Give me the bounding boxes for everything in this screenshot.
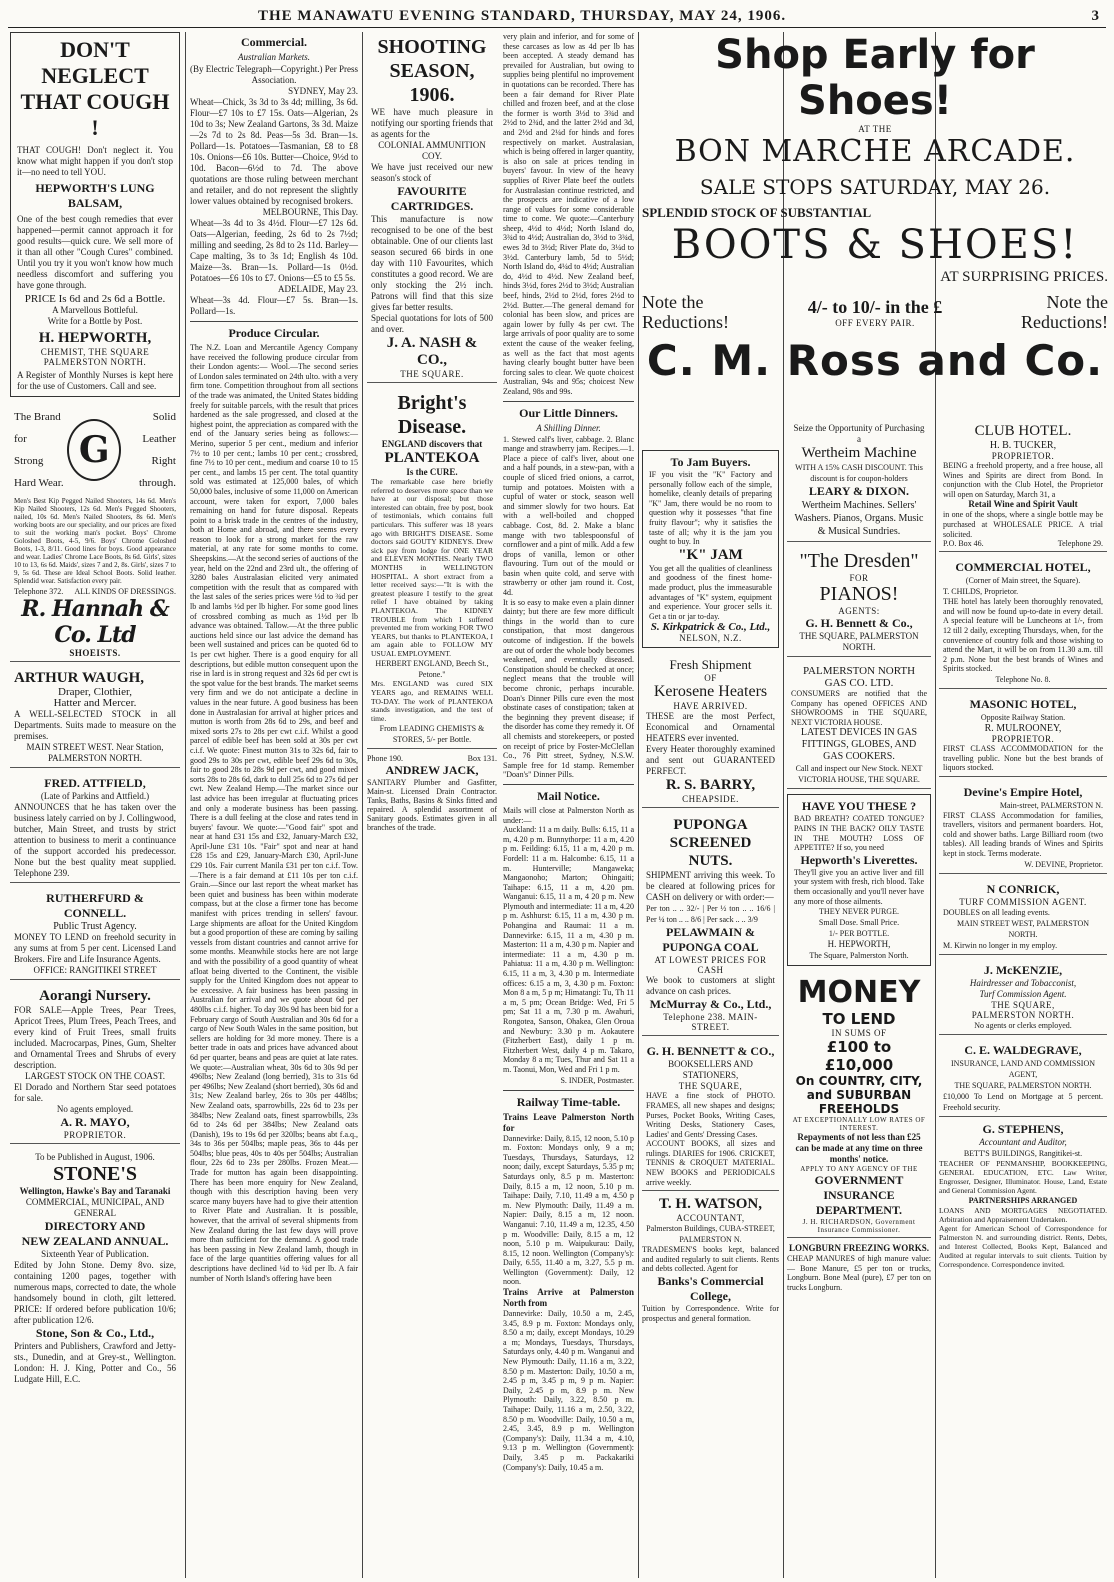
money-head1: MONEY bbox=[797, 975, 921, 1011]
rutherfurd-name: RUTHERFURD & CONNELL. bbox=[46, 891, 144, 920]
stephens-name: G. STEPHENS, bbox=[982, 1121, 1064, 1136]
waugh-trade1: Draper, Clothier, bbox=[58, 686, 132, 698]
dresden-head: "The Dresden" bbox=[799, 550, 919, 572]
kerosene-addr: CHEAPSIDE. bbox=[682, 794, 739, 805]
hannah-right-3: Right through. bbox=[139, 455, 176, 489]
rutherfurd-ad bbox=[10, 888, 180, 980]
waldegrave-trade: INSURANCE, LAND AND COMMISSION AGENT, bbox=[950, 1058, 1095, 1079]
longburn-head: LONGBURN FREEZING WORKS. bbox=[788, 1243, 930, 1254]
commercial-section bbox=[190, 35, 358, 317]
jack-name: ANDREW JACK, bbox=[385, 763, 479, 778]
commercial-hotel-tel: Telephone No. 8. bbox=[995, 674, 1051, 684]
dresden-for: FOR bbox=[849, 573, 869, 583]
shooting-addr: THE SQUARE. bbox=[400, 369, 464, 379]
waldegrave-body: £10,000 To Lend on Mortgage at 5 percent. Freehold security. bbox=[943, 1091, 1103, 1112]
commercial-head: Commercial. bbox=[240, 35, 308, 49]
devine-body: FIRST CLASS Accommodation for families, travellers, visitors and permanent boarders. Hot, cold and shower baths. Large Billiard room (two tables). All leading brands of Wines and Spirits kept in stock. Terms moderate. bbox=[943, 810, 1103, 859]
hannah-logo: R. Hannah & Co. Ltd bbox=[21, 596, 169, 648]
stones-body: Edited by John Stone. Demy 8vo. size, containing 1200 pages, together with numerous maps, corrected to date, the whole handsomely bound in cloth, gilt lettered. PRICE: If ordered before publication 10/6; after publication 12/6. bbox=[14, 1260, 176, 1325]
watson-ad bbox=[642, 1196, 779, 1323]
money-body: Repayments of not less than £25 can be made at any time on three months' notice. bbox=[795, 1132, 923, 1165]
bonmarche-line5: BOOTS & SHOES! bbox=[671, 222, 1079, 268]
waugh-body: A WELL-SELECTED STOCK in all Departments. Suits made to measure on the premises. bbox=[14, 709, 176, 741]
hannah-right-2: Leather bbox=[142, 433, 176, 445]
jam-addr: NELSON, N.Z. bbox=[679, 633, 742, 644]
masonic-sub: Opposite Railway Station. bbox=[980, 712, 1066, 722]
hannah-right-1: Solid bbox=[152, 411, 176, 423]
dinners-body: 1. Stewed calf's liver, cabbage. 2. Blanc mange and strawberry jam. Recipes.—1. Place a piece of calf's liver, about one and a half pounds, in a stew-pan, with a couple of sliced fried onions, a carrot, turnip and potatoes. Moisten with a cupful of water or stock, season well and simmer slowly for two hours. Eat with a well-boiled and chopped cabbage. Cost, 8d. 2. Make a blanc mange with two tablespoonsful of cornflower and a pint of milk. Add a few drops of vanilla, lemon or other flavouring. Turn out of the mould or basin when quite cold, and serve with strawberry or other jam round it. Cost, 4d. bbox=[503, 434, 634, 598]
money-sums: IN SUMS OF bbox=[831, 1028, 887, 1039]
liverettes-body: BAD BREATH? COATED TONGUE? PAINS IN THE BACK? OILY TASTE IN THE MOUTH? LOSS OF APPETITE? If so, you need bbox=[794, 814, 924, 853]
commercial-hotel-body: THE hotel has lately been thoroughly renovated, and will now be found up-to-date in every detail. A special feature will be Luncheons at 1/-, from 12 till 2 daily, excepting Thursdays, when, for the convenience of country folk and those wishing to attend the Mart, it will be on from 11.30 a.m. till 2 p.m. None but the best brands of Wines and Spirits stocked. bbox=[943, 597, 1103, 674]
dinners-body2: It is so easy to make even a plain dinner dainty; but there are few more difficult things in the world than to cure constipation, that most dangerous outcome of indigestion. If the bowels are out of order the whole body becomes weakened, and eventually diseased. Constipation should be checked at once; neglect means that the trouble will become chronic, perhaps incurable. Doan's Dinner Pills cure even the most obstinate cases of constipation; taken at the beginning they prevent disease; if the disorder has come they remedy it. Of all chemists and storekeepers, or posted on receipt of price by Foster-McClellan Co., 76 Pitt street, Sydney, N.S.W. Sample free for 1d stamp. Remember "Doan's" Dinner Pills. bbox=[503, 597, 634, 780]
stephens-partner: PARTNERSHIPS ARRANGED bbox=[968, 1195, 1078, 1205]
mckenzie-note: No agents or clerks employed. bbox=[974, 1020, 1072, 1030]
jack-phone: Phone 190. bbox=[367, 754, 403, 764]
mckenzie-addr2: PALMERSTON NORTH. bbox=[971, 1009, 1075, 1020]
mckenzie-name: J. McKENZIE, bbox=[983, 962, 1063, 977]
hannah-logo-sub: SHOEISTS. bbox=[69, 648, 121, 658]
rutherfurd-body: MONEY TO LEND on freehold security in any sums at from 5 per cent. Licensed Land Brokers. Fire and Life Insurance Agents. bbox=[14, 932, 176, 964]
stones-pub: To be Published in August, 1906. bbox=[35, 1152, 155, 1162]
shooting-firm: J. A. NASH & CO., bbox=[386, 335, 478, 368]
watson-body: TRADESMEN'S books kept, balanced and audited regularly to suit clients. Rents and debts collected. Agent for bbox=[642, 1245, 779, 1274]
liverettes-addr: The Square, Palmerston North. bbox=[809, 951, 909, 961]
club-tel: Telephone 29. bbox=[1057, 539, 1103, 549]
watson-title: ACCOUNTANT, bbox=[676, 1213, 745, 1224]
brights-sig: HERBERT ENGLAND, Beech St., Petone." bbox=[375, 659, 489, 680]
jack-body: SANITARY Plumber and Gasfitter, Main-st. Licensed Drain Contractor. Tanks, Baths, Basins & Sinks fitted and repaired. A splendid assortment of Sanitary goods. Estimates given in all branches of the trade. bbox=[367, 778, 497, 833]
devine-addr: Main-street, PALMERSTON N. bbox=[999, 800, 1103, 810]
kerosene-head1: Fresh Shipment bbox=[669, 657, 752, 673]
bennett-books-name: G. H. BENNETT & CO., bbox=[646, 1044, 775, 1059]
attfield-body: ANNOUNCES that he has taken over the business lately carried on by J. Collingwood, butcher, Main Street, and trusts by strict attention to business to merit a continuance of the support accorded his predecessor. None but the best quality meat supplied. Telephone 239. bbox=[14, 802, 176, 878]
aorangi-potatoes: El Dorado and Northern Star seed potatoes for sale. bbox=[14, 1082, 176, 1103]
watson-name: T. H. WATSON, bbox=[659, 1196, 762, 1213]
stones-line1: Wellington, Hawke's Bay and Taranaki bbox=[19, 1186, 171, 1196]
shooting-ad bbox=[367, 32, 497, 383]
gas-ad bbox=[787, 662, 931, 789]
mckenzie-trade2: Turf Commission Agent. bbox=[979, 988, 1067, 999]
produce-section bbox=[190, 326, 358, 1283]
masonic-hotel-ad bbox=[939, 694, 1107, 777]
bonmarche-line3: SALE STOPS SATURDAY, MAY 26. bbox=[699, 175, 1051, 199]
stephens-body: TEACHER OF PENMANSHIP, BOOKKEEPING, GENERAL EDUCATION, ETC. Law Writer, Engrosser, Designer, Illuminator. House, Land, Estate and General Commission Agent. bbox=[939, 1158, 1107, 1195]
club-box: P.O. Box 46. bbox=[943, 539, 984, 549]
column-1 bbox=[10, 32, 180, 1578]
attfield-ad bbox=[10, 773, 180, 883]
aorangi-stock: LARGEST STOCK ON THE COAST. bbox=[24, 1071, 166, 1081]
mail-head: Mail Notice. bbox=[537, 788, 600, 803]
aorangi-name: Aorangi Nursery. bbox=[39, 988, 151, 1004]
cough-price: PRICE Is 6d and 2s 6d a Bottle. bbox=[24, 293, 166, 305]
aorangi-ad bbox=[10, 985, 180, 1144]
club-name: CLUB HOTEL. bbox=[974, 423, 1072, 439]
masthead bbox=[8, 6, 1106, 28]
produce-text: The N.Z. Loan and Mercantile Agency Company have received the following produce circular from their London agents:— Wool.—The second series of London sales terminated on 24th ulto. with a very firm tone. Competition throughout from all sections of the trade was animated, the United States bidding freely for suitable parcels, with the result that prices hardened as the sale progressed, and closed at the highest point, the appreciation as compared with the end of the January series being as follows:—Merino, superior 5 per cent., medium and inferior 7½ to 10 per cent.; lambs 10 per cent.; crossbred, fine 7½ to 10 per cent., medium and coarse 10 to 15 per cent., and lambs 15 per cent. The total quantity sold was estimated at 125,000 bales, of which 50,000 bales, inclusive of some 11,000 on American account, were taken for export, 7,000 bales remaining on hand for future disposal. Repeats point to a brisk trade in the centres of the industry, both at Home and abroad, and there seems every reason to look for a strong market for the raw material, at any rate for some months to come. Sheepskins.—At the second series of auctions of the year, held on the 22nd and 23rd ult., the offering of 3280 bales Australasian elicited very animated competition with the result that as compared with the last sales of the series prices were ½d to ¾d per lb and lambs ½d per lb higher. For some good lines of crossbred combing as much as 1½d per lb advance was obtained. Tallow.—At the three public auctions held since our last advice the demand has been well sustained and prices can be quoted 6d to 1s per cwt higher. There is a good enquiry for all descriptions, but edible mutton consequent upon the rise in lard is in strong request and 32s 6d per cwt is the spot value for the best brands. The market seems very firm and we do not anticipate a decline in values in the near future. A good business has been done in Australasian for arrival at higher prices and mutton is worth from 28s 6d to 29s, and beef and mixed sorts 27s to 28s per cwt c.i.f. Whilst a good parcel of edible beef has been sold at 30s per cwt c.i.f. We quote: Finest mutton 31s to 32s 6d, fair to good 29s to 30s per cwt, edible beef 29s 6d to 30s, fair to good 28s to 28s 9d per cwt, and good mixed sorts 28s to 28s 6d, dark to dull 25s 6d to 27s 6d per cwt. New Zealand Hemp.—The market since our last advice has been irregular at fluctuating prices and only a moderate business has been passing. There is a dull feeling at the close and rates tend in buyers' favour. We quote:—"Good fair" spot and near at hand £31 15s and £32, January-March £32, April-June £31 10s. "Fair" spot and near at hand £28 15s and £29, January-March £30, April-June £29 10s. Fair current Manila £31 per ton c.i.f. Tow.—There is a fair demand at £11 10s per ton c.i.f. Grain.—Since our last report the wheat market has been quiet and business has been within moderate compass, but at the close a firmer tone has become manifest with prices trending in sellers' favour. Large shipments are afloat for the United Kingdom but a good proportion of these are coming by sailing vessels from distant countries and cannot arrive for some months. Meanwhile stocks here are not large and with the possibility of a good quantity of wheat afloat being diverted to the Continent, the visible supply for the United Kingdom does not appear to be excessive. A fair business has been passing in Australian for arrival and we quote about 6d per 480lbs c.i.f. higher. To day 30s 9d has been bid for a February cargo of South Australian and 30s 6d for a cargo of New South Wales in the same position, but sellers are holding for 3d more money. There is a better trade in oats and prices have advanced about 6d per quarter, beans and peas are quiet at late rates. We quote:—Australian wheat, 30s 6d to 30s 9d per 496lbs; New Zealand (long berried), 31s to 31s 6d per 496lbs; New Zealand (short berried), 30s 6d and 31s; New Zealand barley, 26s to 30s per 448lbs; New Zealand oats, sparrowbills, 22s 6d to 23s per 384lbs; New Zealand oats, finest sparrowbills, 23s 6d to 24s 6d per 384lbs; New Zealand oats (Danish), 19s to 19s 6d per 320lbs; beans abt f.a.q., 34s to 36s per 504lbs; maple peas, 36s to 44s per 504lbs; blue peas, 40s to 40s per 504lbs; Australian flour, 22s 6d to 23s per 280lbs. Frozen Meat.—Trade for mutton has again been disappointing. There has been more enquiry for New Zealand, though with this description having been very scarce many buyers have had to give their attention to River Plate and Australian. It is possible, however, that the arrival of several shipments from New Zealand during the last few days will prove more than sufficient for the demand. A good trade has been passing in New Zealand lamb, though in face of the large quantities offering values for all descriptions have declined ¼d to ¼d per lb. A fair number of North Island's offering have been bbox=[190, 343, 358, 1283]
rutherfurd-sub: Public Trust Agency. bbox=[53, 921, 137, 932]
devine-owner: W. DEVINE, Proprietor. bbox=[1024, 859, 1103, 869]
puponga-addr: Telephone 238. MAIN-STREET. bbox=[663, 1012, 758, 1033]
column-3-left bbox=[367, 32, 497, 1472]
devine-hotel-ad bbox=[939, 782, 1107, 874]
gas-body: CONSUMERS are notified that the Company has opened OFFICES AND SHOWROOMS in THE SQUARE, NEXT VICTORIA HOUSE. bbox=[791, 689, 927, 727]
commercial-text2: Wheat—3s 4d to 3s 4½d. Flour—£7 12s 6d. Oats—Algerian, feeding, 2s 6d to 2s 7½d; milling and seeding, 2s 8d to 2s 11d. Barley—Cape malting, 3s to 3s 1d; English 4s 10d. Maize—3s. Bran—1s. Pollard—1s 0½d. Potatoes—£6 10s to £7. Onions—£5 to £5 5s. bbox=[190, 218, 358, 283]
kerosene-firm: R. S. BARRY, bbox=[665, 777, 756, 794]
longburn-ad bbox=[787, 1243, 931, 1292]
liverettes-purge: THEY NEVER PURGE. bbox=[819, 907, 899, 917]
dresden-product: PIANOS! bbox=[819, 583, 899, 605]
bonmarche-line2: BON MARCHE ARCADE. bbox=[674, 134, 1076, 169]
mail-sig: S. INDER, Postmaster. bbox=[560, 1075, 634, 1085]
conrick-title: TURF COMMISSION AGENT. bbox=[959, 896, 1087, 907]
market-continued: very plain and inferior, and for some of these carcases as low as 4d per lb has been accepted. A steady demand has prevailed for Australian, but owing to supplies being plentiful no improvement in quotations can be recorded. There has been a fair demand for River Plate chilled and frozen beef, and at the close the former is worth 3½d to 3¾d and 2½d to 2¾d, and the latter 2½d and 3d, and 2½d and 2¼d for hinds and fores respectively on market. Australasian, which is being offered in larger quantity, is also on sale at prices tending in buyers' favour. In view of the heavy supplies of River Plate beef the outlets for Australasian continue restricted, and the prospects are indicative of a low range of values for some considerable time to come. We quote:—Canterbury sheep, 4½d to 4½d; North Island do, 3¾d to 4½d; Australian do, 3½d to 3¾d, ewes 3d to 3½d; River Plate do, 3¼d to 3½d. Canterbury lamb, 5d to 5½d; North Island do, 4¼d to 4½d; Australian do, 4½d to 4½d. New Zealand beef, hinds 3½d, fores 2½d to 3½d; Australian beef, hinds, 2½d to 2½d, fores 2½d to 2½d. Butter.—The general demand for colonial has been slow, and prices are again lower by fully 4s per cwt. The large arrivals of poor quality are to some extent the cause of the weaker feeling, as well as the fact that most agents having clearly bought butter have been forcing sales to clear. We quote choicest Australian, 94s and 95s; choicest New Zealand, 98s and 99s. bbox=[503, 32, 634, 396]
money-dept: GOVERNMENT INSURANCE DEPARTMENT. bbox=[814, 1173, 904, 1218]
column-4 bbox=[642, 450, 779, 1578]
shooting-body3: This manufacture is now recognised to be one of the best obtainable. One of our clients last season secured 66 birds in one day with 110 Favourites, which constitutes a good record. We are only stocking the 2½ inch. Patrons will find that this size gives far better results. bbox=[371, 214, 493, 312]
stones-name: STONE'S bbox=[52, 1163, 138, 1185]
bennett-books-body2: ACCOUNT BOOKS, all sizes and rulings. DIARIES for 1906. CRICKET, TENNIS & CROQUET MATERIAL. NEW BOOKS and PERIODICALS arrive weekly. bbox=[646, 1139, 775, 1187]
cough-addr2: PALMERSTON NORTH. bbox=[43, 357, 147, 367]
brights-head: Bright's Disease. bbox=[397, 392, 467, 438]
bonmarche-line4: SPLENDID STOCK OF SUBSTANTIAL bbox=[642, 205, 872, 220]
club-owner: H. B. TUCKER, bbox=[989, 440, 1057, 451]
column-rule bbox=[638, 32, 639, 1578]
dresden-firm: G. H. Bennett & Co., bbox=[805, 616, 913, 630]
bonmarche-note-left: Note the Reductions! bbox=[642, 292, 729, 332]
bonmarche-line6: AT SURPRISING PRICES. bbox=[940, 269, 1108, 285]
mail-intro: Mails will close at Palmerston North as under:— bbox=[503, 805, 634, 825]
cough-addr1: CHEMIST, THE SQUARE bbox=[40, 347, 150, 357]
waldegrave-addr: THE SQUARE, PALMERSTON NORTH. bbox=[954, 1080, 1092, 1090]
commercial-hotel-name: COMMERCIAL HOTEL, bbox=[955, 560, 1091, 575]
brights-from: From LEADING CHEMISTS & STORES, 5/- per Bottle. bbox=[379, 724, 485, 745]
masonic-body: FIRST CLASS ACCOMMODATION for the travelling public. None but the best brands of liquors stocked. bbox=[943, 743, 1103, 773]
liverettes-body2: They'll give you an active liver and fill your system with fresh, rich blood. Take them occasionally and you'll never have any more of those ailments. bbox=[794, 867, 924, 906]
money-head2: TO LEND bbox=[822, 1010, 896, 1029]
column-3 bbox=[367, 32, 634, 1578]
kerosene-body2: Every Heater thoroughly examined and sent out GUARANTEED PERFECT. bbox=[646, 744, 775, 777]
waugh-addr: MAIN STREET WEST. Near Station, PALMERSTON NORTH. bbox=[26, 742, 164, 763]
jam-brand: "K" JAM bbox=[678, 546, 743, 563]
commercial-wire: (By Electric Telegraph—Copyright.) Per Press Association. bbox=[190, 64, 358, 85]
commercial-text1: Wheat—Chick, 3s 3d to 3s 4d; milling, 3s 6d. Flour—£7 10s to £7 15s. Oats—Algerian, 2s 10d to 3s; New Zealand Gartons, 3s 3d. Maize—2s 7d to 2s 8d. Peas—5s 3d. Bran—1s. Pollard—1s. Potatoes—Tasmanian, £8 to £8 10s. Onions—£6 10s. Butter—Choice, 9½d to 10d. Bacon—6½d to 7d. The above quotations are those ruling between merchant and retailer, and do not represent the slightly lower values obtained by recognised brokers. bbox=[190, 97, 358, 206]
bonmarche-off: OFF EVERY PAIR. bbox=[835, 317, 915, 328]
stephens-trade: Accountant and Auditor, bbox=[979, 1136, 1067, 1147]
watson-addr: Palmerston Buildings, CUBA-STREET, PALMERSTON N. bbox=[646, 1224, 775, 1245]
bonmarche-note-right: Note the Reductions! bbox=[1021, 292, 1108, 332]
stones-firm: Stone, Son & Co., Ltd., bbox=[35, 1326, 155, 1340]
shooting-agent: COLONIAL AMMUNITION COY. bbox=[378, 140, 486, 161]
jam-head: To Jam Buyers. bbox=[670, 455, 751, 469]
waugh-trade2: Hatter and Mercer. bbox=[53, 697, 137, 709]
cough-body: One of the best cough remedies that ever happened—permit cannot approach it for good results—quick cure. We sell more of it than all other "Cough Cures" combined. Until you try it you won't know how much needless discomfort and suffering you have gone through. bbox=[17, 214, 173, 290]
stephens-body2: LOANS AND MORTGAGES NEGOTIATED. Arbitration and Appraisement Undertaken. bbox=[939, 1205, 1107, 1224]
railway-leave-head: Trains Leave Palmerston North for bbox=[503, 1111, 634, 1133]
wertheim-ad bbox=[787, 420, 931, 542]
longburn-body: CHEAP MANURES of high manure value:— Bone Manure, £5 per ton or trucks, Longburn. Bone Meal (pure), £7 per ton on trucks Longburn. bbox=[787, 1254, 931, 1292]
liverettes-ad bbox=[787, 794, 931, 966]
brights-ad bbox=[367, 388, 497, 749]
dinners-sub: A Shilling Dinner. bbox=[536, 422, 601, 433]
kerosene-of: OF bbox=[704, 673, 717, 684]
conrick-name: N CONRICK, bbox=[986, 881, 1060, 896]
jam-firm: S. Kirkpatrick & Co., Ltd., bbox=[650, 621, 771, 634]
waldegrave-name: C. E. WALDEGRAVE, bbox=[964, 1042, 1082, 1057]
liverettes-price: 1/- PER BOTTLE. bbox=[828, 929, 890, 939]
bonmarche-line1: Shop Early for Shoes! bbox=[715, 32, 1035, 124]
shooting-body2: We have just received our new season's stock of bbox=[371, 162, 493, 183]
puponga-ad bbox=[642, 813, 779, 1036]
kerosene-sub: HAVE ARRIVED. bbox=[673, 701, 748, 712]
cough-headline: DON'T NEGLECT THAT COUGH ! bbox=[20, 37, 170, 140]
stones-line2: COMMERCIAL, MUNICIPAL, AND GENERAL bbox=[25, 1197, 165, 1218]
liverettes-name: H. HEPWORTH, bbox=[827, 939, 891, 950]
puponga-firm: McMurray & Co., Ltd., bbox=[649, 997, 772, 1012]
commercial-hotel-ad bbox=[939, 557, 1107, 689]
stones-line4: NEW ZEALAND ANNUAL. bbox=[21, 1234, 169, 1248]
good-wear-seal-icon: G bbox=[67, 419, 121, 481]
conrick-note: M. Kirwin no longer in my employ. bbox=[943, 940, 1058, 950]
mail-body: Auckland: 11 a m daily. Bulls: 6.15, 11 a m, 4.20 p m. Bunnythorpe: 11 a m, 4.20 p m. Feilding: 6.15, 11 a m, 4.20 p m. Fordell: 11 a m. Halcombe: 6.15, 11 a m. Hunterville; Mangaweka; Mangaonoho; Marton; Ohingaiti; Taihape: 6.15, 11 a m, 4.20 pm. Wanganui: 6.15, 11 a m, 4 20 p m. New Plymouth and intermediate: 11 a m, 4.20 p m. Ashhurst: 6.15, 11 a m, 4.30 p m. Pohangina and Raumai: 11 a m. Dannevirke: 6.15, 11 a m, 4.30 p m. Masterton: 11 a m, 4.30 p m. Napier and intermediate: 11 a m, 4.30 p m. Pahiatua: 11 a m, 4.30 p m. Wellington: 6.15, 11 a m, 3, 4.30 p m. Intermediate offices: 6.15 a m, 3, 4.30 p m. Foxton: Mon 8 a m, 5 p m; Himatangi: Tu, Th 11 a m, 5 pm; Ocean Bridge: Wed, Fri 5 pm; Sat 11 a m, 7.30 p m. Awahuri, Rongotea, Sanson, Ohakea, Glen Oroua and Newbury: 3.30 p m. Aokautere (Fitzherbert East), daily 1 p m. Fitzherbert West, daily 4 p m. Takaro, Monday 8 a m; Tues, Thur and Sat 11 a m. Taonui, Mon, Wed and Fri 1 p m. bbox=[503, 825, 634, 1074]
club-title: PROPRIETOR. bbox=[991, 451, 1055, 461]
stephens-ad bbox=[939, 1122, 1107, 1269]
conrick-body: DOUBLES on all leading events. bbox=[943, 907, 1050, 917]
masonic-title: PROPRIETOR. bbox=[991, 733, 1055, 744]
commercial-hotel-sub: (Corner of Main street, the Square). bbox=[965, 576, 1081, 586]
jack-ad bbox=[367, 754, 497, 832]
puponga-line: PELAWMAIN & PUPONGA COAL bbox=[662, 925, 759, 955]
wertheim-firm: LEARY & DIXON. bbox=[808, 484, 910, 498]
railway-leave: Dannevirke: Daily, 8.15, 12 noon, 5.10 p m. Foxton: Mondays only, 9 a m; Tuesdays, Thursdays, Saturdays, 12 noon; daily, except Saturdays, 5.35 p m; Saturdays only, 8.5 p m. Masterton: Daily, 8.15 a m, 12 noon, 5.10 p m. Taihape: Daily, 7.10, 11.49 a m, 4.50 p m. New Plymouth: Daily, 11.49 a m. Napier: Daily, 8.15 a m, 12 noon. Wanganui: 7.10, 11.49 a m, 12.35, 4.50 p m. Woodville: Daily, 8.15 a m, 12 noon, 5.10 p m. Waipukurau: Daily, 8.15, 12 noon. Wellington (Company's): Daily, 6.55, 11.40 a m, 3.27, 5.5 p m. Wellington (Government): Daily, 12 noon. bbox=[503, 1133, 634, 1287]
stephens-body3: Agent for American School of Correspondence for Palmerston N. and surrounding district. Rents, Debts, and Interest Collected, Books Kept, Balanced and Audited at regular intervals to suit clients. Tuition by Correspondence. Correspondence invited. bbox=[939, 1223, 1107, 1269]
money-rates: AT EXCEPTIONALLY LOW RATES OF INTEREST. bbox=[792, 1116, 926, 1133]
commercial-sub: Australian Markets. bbox=[238, 52, 310, 62]
liverettes-dose: Small Dose. Small Price. bbox=[818, 918, 900, 928]
railway-arrive-head: Trains Arrive at Palmerston North from bbox=[503, 1287, 634, 1309]
rutherfurd-addr: OFFICE: RANGITIKEI STREET bbox=[33, 965, 157, 975]
cough-intro: THAT COUGH! Don't neglect it. You know what might happen if you don't stop it—no need to tell YOU. bbox=[17, 145, 173, 177]
puponga-body: SHIPMENT arriving this week. To be cleared at following prices for CASH on delivery or with order:— bbox=[646, 870, 775, 903]
money-amount: £100 to £10,000 bbox=[824, 1038, 894, 1075]
puponga-line2: AT LOWEST PRICES FOR CASH bbox=[654, 955, 767, 976]
wertheim-head: Seize the Opportunity of Purchasing a bbox=[793, 423, 925, 444]
attfield-sub: (Late of Parkins and Attfield.) bbox=[40, 791, 150, 801]
brights-product: PLANTEKOA bbox=[384, 450, 480, 466]
commercial-adelaide: ADELAIDE, May 23. bbox=[278, 284, 358, 294]
hannah-ad bbox=[10, 403, 180, 662]
watson-body2: Tuition by Correspondence. Write for prospectus and general formation. bbox=[642, 1304, 779, 1323]
kerosene-head2: Kerosene Heaters bbox=[653, 683, 768, 701]
club-store: Retail Wine and Spirit Vault bbox=[968, 499, 1078, 510]
commercial-text3: Wheat—3s 4d. Flour—£7 5s. Bran—1s. Pollard—1s. bbox=[190, 295, 358, 316]
brights-sub: ENGLAND discovers that bbox=[381, 439, 483, 449]
stones-line3: DIRECTORY AND bbox=[44, 1219, 146, 1233]
hannah-left-3: Hard Wear. bbox=[14, 477, 64, 489]
aorangi-agents: No agents employed. bbox=[56, 1104, 134, 1114]
railway-arrive: Dannevirke: Daily, 10.50 a m, 2.45, 3.45, 8.9 p m. Foxton: Mondays only, 8.50 a m; daily, except Mondays, 10.29 a m; Mondays, Tuesdays, Thursdays, Saturdays only, 4.40 p m. Wanganui and New Plymouth: Daily, 11.16 a m, 3.22, 8.50 p m. Masterton: Daily, 10.50 a m, 2.45 p m, 3.45 p m, 9 p m. Napier: Daily, 2.45 p m, 8.9 p m. New Plymouth: Daily, 3.22, 8.50 p m. Taihape: Daily, 11.16 a m, 2.50, 3.22, 8.50 p m. Woodville: Daily, 10.50 a m, 2.45, 3.45, 8.9 p m. Wellington (Company's): Daily, 11.34 a m, 4.10, 9.13 p m. Wellington (Government): Daily, 3.45 p m. Packakariki (Company's): Daily, 10.45 a m. bbox=[503, 1309, 634, 1472]
attfield-name: FRED. ATTFIELD, bbox=[44, 776, 146, 790]
brights-tag: Is the CURE. bbox=[406, 467, 458, 477]
bennett-books-ad bbox=[642, 1041, 779, 1191]
hepworth-cough-ad bbox=[10, 32, 180, 397]
cough-product: HEPWORTH'S LUNG BALSAM, bbox=[35, 181, 155, 210]
hannah-dressings: ALL KINDS OF DRESSINGS. bbox=[74, 587, 176, 596]
club-hotel-ad bbox=[939, 420, 1107, 552]
waugh-ad bbox=[10, 667, 180, 768]
club-body2: in one of the shops, where a single bottle may be purchased at WHOLESALE PRICE. A trial solicited. bbox=[943, 510, 1103, 539]
stephens-addr: BETT'S BUILDINGS, Rangitikei-st. bbox=[963, 1148, 1083, 1158]
masonic-owner: R. MULROONEY, bbox=[984, 722, 1062, 734]
mckenzie-trade: Hairdresser and Tobacconist, bbox=[969, 977, 1077, 988]
shooting-head: SHOOTING SEASON, 1906. bbox=[377, 36, 487, 106]
bon-marche-ad bbox=[642, 32, 1108, 412]
hannah-right bbox=[121, 406, 176, 494]
mckenzie-addr: THE SQUARE, bbox=[991, 999, 1055, 1010]
gas-head: PALMERSTON NORTH GAS CO. LTD. bbox=[802, 665, 916, 689]
masthead-title: THE MANAWATU EVENING STANDARD, THURSDAY, MAY 24, 1906. bbox=[258, 8, 787, 24]
stones-year: Sixteenth Year of Publication. bbox=[41, 1249, 149, 1259]
money-on: On COUNTRY, CITY, and SUBURBAN FREEHOLDS bbox=[795, 1074, 923, 1117]
gas-body2: Call and inspect our New Stock. NEXT VICTORIA HOUSE, THE SQUARE. bbox=[795, 764, 923, 785]
shooting-body: WE have much pleasure in notifying our sporting friends that as agents for the bbox=[371, 107, 493, 139]
commercial-hotel-owner: T. CHILDS, Proprietor. bbox=[943, 587, 1019, 597]
wertheim-body: WITH A 15% CASH DISCOUNT. This discount is for coupon-holders bbox=[795, 463, 923, 483]
commercial-melbourne: MELBOURNE, This Day. bbox=[262, 207, 358, 217]
dresden-ad bbox=[787, 547, 931, 657]
column-rule bbox=[185, 32, 186, 1578]
wertheim-product: Wertheim Machine bbox=[801, 445, 917, 461]
bennett-books-body: HAVE a fine stock of PHOTO. FRAMES, all new shapes and designs; Purses, Pocket Books, Writing Cases, Writing Desks, Stationery Cases, Ladies' and Gents' Dressing Cases. bbox=[646, 1091, 775, 1139]
hannah-left-2: Strong bbox=[14, 455, 44, 467]
cough-tag1: A Marvellous Bottleful. bbox=[52, 305, 138, 315]
dinners-head: Our Little Dinners. bbox=[519, 405, 618, 420]
kerosene-ad bbox=[642, 654, 779, 808]
puponga-body2: We book to customers at slight advance on cash prices. bbox=[646, 975, 775, 997]
produce-head: Produce Circular. bbox=[228, 326, 320, 340]
watson-college: Banks's Commercial College, bbox=[657, 1274, 764, 1304]
bennett-books-addr: THE SQUARE, bbox=[678, 1081, 743, 1092]
aorangi-owner: A. R. MAYO, bbox=[60, 1115, 130, 1129]
jam-body: IF you visit the "K" Factory and personally follow each of the simple, homelike, cleanly details of preparing "K" Jam, there would be no room to question why it possesses "that fine fruity flavour"; why it satisfies the taste of all; why it is the jam you ought to buy. In bbox=[649, 470, 772, 547]
stones-ad bbox=[10, 1149, 180, 1388]
column-5 bbox=[787, 420, 931, 1578]
devine-name: Devine's Empire Hotel, bbox=[963, 784, 1083, 799]
puponga-head: PUPONGA SCREENED NUTS. bbox=[669, 817, 752, 870]
dresden-agents: AGENTS: bbox=[838, 606, 880, 616]
kerosene-body: THESE are the most Perfect, Economical and Ornamental HEATERS ever invented. bbox=[646, 711, 775, 744]
railway-head: Railway Time-table. bbox=[516, 1094, 621, 1109]
aorangi-body: FOR SALE—Apple Trees, Pear Trees, Apricot Trees, Plum Trees, Peach Trees, and every kind of Fruit Trees, small fruits included. Macrocarpas, Pines, Gum, Shelter and Ornamental Trees and Shrubs of every description. bbox=[14, 1005, 176, 1070]
bonmarche-firm: C. M. Ross and Co. bbox=[646, 336, 1104, 385]
shooting-body4: Special quotations for lots of 500 and over. bbox=[371, 313, 493, 334]
hannah-list: Men's Best Kip Pegged Nailed Shooters, 14s 6d. Men's Kip Nailed Shooters, 12s 6d. Men's Pegged Shooters, nailed, 10s 6d. Men's Nailed Shooters, 8s 6d. Men's working boots are our speciality, and our prices are fixed to suit the working man's pocket. Boys' Chrome Goloshed Boots, 4-5, 9/6. Boys' Chrome Goloshed Boots, 1-3, 8/11. Good lines for boys. Good appearance and wear. Ladies' Chrome Lace Boots, 8s 6d. Girls', sizes 10 to 13, 6s 6d. Maids', sizes 7 and 2, 8s. Girls', sizes 7 to 9, 5s 6d. These are Ideal School Boots. Solid leather. Splendid wear. Satisfaction every pair. bbox=[14, 497, 176, 585]
club-body: BEING a freehold property, and a free house, all Wines and Spirits are direct from Bond. In conjunction with the Club Hotel, the Proprietor will open on Saturday, March 31, a bbox=[943, 461, 1103, 499]
column-6 bbox=[939, 420, 1107, 1578]
cough-tag2: Write for a Bottle by Post. bbox=[47, 316, 143, 326]
conrick-addr: MAIN STREET WEST, PALMERSTON NORTH. bbox=[956, 918, 1089, 939]
puponga-prices: Per ton .. .. 32/- | Per ½ ton .. .. 16/6 | Per ¼ ton .. .. 8/6 | Per sack .. .. 3/9 bbox=[646, 904, 775, 925]
masonic-name: MASONIC HOTEL, bbox=[969, 696, 1077, 711]
hannah-left-1: The Brand for bbox=[14, 411, 61, 445]
cough-name: H. HEPWORTH, bbox=[38, 330, 152, 346]
jam-body2: You get all the qualities of cleanliness and goodness of the finest home-made product, plus the immeasurable advantages of "K" system, equipment and experience. Your grocer sells it. Get a tin or jar to-day. bbox=[649, 563, 772, 621]
money-ad bbox=[787, 972, 931, 1238]
liverettes-head: HAVE YOU THESE ? bbox=[801, 799, 917, 814]
hannah-tel: Telephone 372. bbox=[14, 587, 64, 596]
mckenzie-ad bbox=[939, 960, 1107, 1035]
bonmarche-price: 4/- to 10/- in the £ bbox=[807, 296, 943, 317]
column-2 bbox=[190, 32, 358, 1578]
bennett-books-trade: BOOKSELLERS AND STATIONERS, bbox=[668, 1059, 753, 1081]
wertheim-body2: Wertheim Machines. Sellers' Washers. Pianos, Organs. Music & Musical Sundries. bbox=[794, 500, 924, 537]
waldegrave-ad bbox=[939, 1040, 1107, 1117]
brights-body2: Mrs. ENGLAND was cured SIX YEARS ago, and REMAINS WELL TO-DAY. The work of PLANTEKOA stands investigation, and the test of time. bbox=[371, 679, 493, 723]
commercial-sydney: SYDNEY, May 23. bbox=[288, 86, 358, 96]
shooting-product: FAVOURITE CARTRIDGES. bbox=[390, 184, 474, 213]
stones-addr: Printers and Publishers, Crawford and Jetty-sts., Dunedin, and at Grey-st., Wellington. London: H. J. King, Potter and Co., 56 Ludgate Hill, E.C. bbox=[14, 1341, 176, 1384]
money-sig: J. H. RICHARDSON, Government Insurance Commissioner. bbox=[802, 1218, 916, 1235]
liverettes-product: Hepworth's Liverettes. bbox=[800, 852, 918, 867]
column-rule bbox=[362, 32, 363, 1578]
aorangi-title: PROPRIETOR. bbox=[63, 1130, 127, 1140]
hannah-left bbox=[14, 406, 67, 494]
waugh-name: ARTHUR WAUGH, bbox=[14, 670, 145, 686]
cough-footer: A Register of Monthly Nurses is kept here for the use of Customers. Call and see. bbox=[17, 370, 173, 391]
conrick-ad bbox=[939, 879, 1107, 955]
bonmarche-at: AT THE bbox=[858, 124, 892, 134]
jack-box: Box 131. bbox=[467, 754, 497, 764]
brights-body: The remarkable case here briefly referred to deserves more space than we have at our disposal; but those interested can obtain, free by post, book of testimonials, which contains full particulars. This sufferer was 18 years ago with BRIGHT'S DISEASE. Some doctors said GOUTY KIDNEYS. Drew sick pay from lodge for ONE YEAR and ELEVEN MONTHS. Nearly TWO MONTHS in WELLINGTON HOSPITAL. A short extract from a letter received says:—"It is with the greatest pleasure I testify to the great relief I have obtained by taking PLANTEKOA. The KIDNEY TROUBLE from which I suffered prevented me from working FOR TWO YEARS, but thanks to PLANTEKOA, I am again able to FOLLOW MY USUAL EMPLOYMENT. bbox=[371, 477, 493, 658]
gas-latest: LATEST DEVICES IN GAS FITTINGS, GLOBES, AND GAS COOKERS. bbox=[800, 727, 918, 763]
dresden-addr: THE SQUARE, PALMERSTON NORTH. bbox=[799, 631, 919, 652]
money-apply: APPLY TO ANY AGENCY OF THE bbox=[800, 1165, 918, 1174]
page-number: 3 bbox=[1091, 8, 1100, 24]
column-3-right bbox=[503, 32, 634, 1472]
k-jam-ad bbox=[642, 450, 779, 648]
